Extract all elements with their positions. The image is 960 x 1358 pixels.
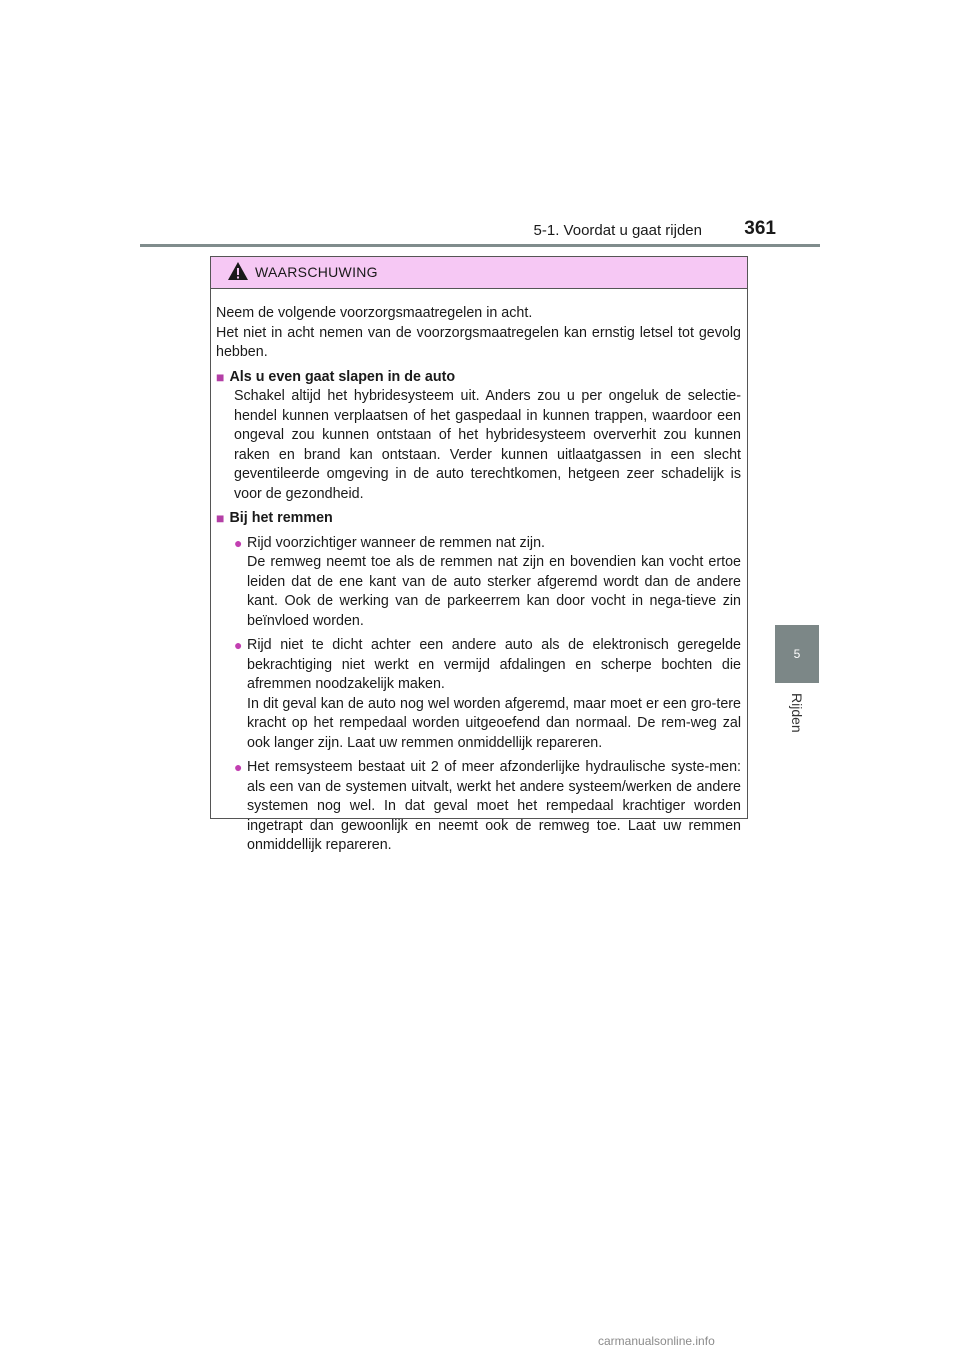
warning-triangle-icon	[227, 261, 249, 281]
intro-line: Neem de volgende voorzorgsmaatregelen in acht.	[216, 305, 533, 321]
square-bullet-icon: ■	[216, 368, 225, 385]
warning-header	[211, 257, 747, 289]
page-header	[140, 214, 820, 246]
dot-bullet-icon: ●	[234, 637, 243, 653]
chapter-label: Rijden	[789, 693, 805, 733]
intro-line: Het niet in acht nemen van de voorzorgsmaatregelen kan ernstig letsel tot gevolg hebben.	[216, 324, 741, 360]
list-item: ● Rijd voorzichtiger wanneer de remmen nat zijn. De remweg neemt toe als de remmen nat zijn en bovendien kan vocht ertoe leiden dat de ene kant van de auto sterker afgeremd wordt dan de andere kant. Ook de werking van de parkeerrem kan door vocht in nega-tieve zin beïnvloed worden.	[216, 534, 741, 632]
warning-box	[210, 256, 748, 853]
dot-bullet-icon: ●	[234, 534, 243, 551]
list-item: ● Rijd niet te dicht achter een andere auto als de elektronisch geregelde bekrachtiging niet werkt en vermijd afdalingen en scherpe bochten die afremmen noodzakelijk maken. In dit geval kan de auto nog wel worden afgeremd, maar moet er een gro-tere kracht op het rempedaal worden uitgeoefend dan normaal. De rem-weg zal ook langer zijn. Laat uw remmen onmiddellijk repareren.	[216, 636, 741, 753]
square-bullet-icon: ■	[216, 510, 225, 526]
section-text: Schakel altijd het hybridesysteem uit. Anders zou u per ongeluk de selectie-hendel kunnen verplaatsen of het gaspedaal in kunnen trappen, waardoor een ongeval zou kunnen ontstaan of het hybridesysteem oververhit zou kunnen raken en brand kan ontstaan. Verder kunnen uitlaatgassen in een slecht geventileerde omgeving in de auto terechtkomen, hetgeen zeer schadelijk is voor de gezondheid.	[234, 388, 741, 502]
warning-content	[211, 289, 747, 856]
chapter-tab	[775, 625, 819, 683]
header-rule	[140, 244, 820, 247]
page-number: 361	[744, 218, 776, 239]
warning-title: WAARSCHUWING	[255, 264, 378, 280]
dot-bullet-icon: ●	[234, 759, 243, 775]
section-heading: ■ Als u even gaat slapen in de auto	[216, 368, 741, 388]
watermark: carmanualsonline.info	[598, 1334, 715, 1348]
chapter-number: 5	[793, 647, 801, 661]
list-item: ● Het remsysteem bestaat uit 2 of meer afzonderlijke hydraulische syste-men: als een van de systemen uitvalt, werkt het andere systeem/werken de andere systemen nog wel. In dat geval moet het rempedaal krachtiger worden ingetrapt dan gewoonlijk en neemt ook de remweg toe. Laat uw remmen onmiddellijk repareren.	[216, 758, 741, 856]
section-title: 5-1. Voordat u gaat rijden	[533, 222, 702, 239]
section-heading: ■ Bij het remmen	[216, 509, 741, 529]
